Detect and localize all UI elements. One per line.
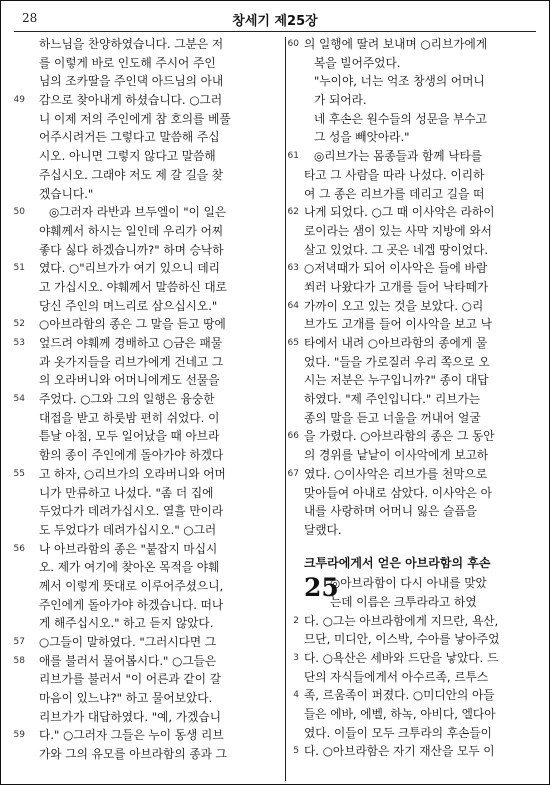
text-line	[304, 409, 524, 428]
text-line	[304, 315, 524, 334]
verse-number: 5	[293, 746, 299, 757]
text-line	[304, 128, 524, 147]
line-text: 튿날 아침, 모두 일어났을 때 아브라	[39, 429, 220, 444]
line-text: "누이야, 너는 억조 창생의 어머니	[314, 74, 485, 89]
text-line	[304, 371, 524, 390]
left-column	[13, 35, 273, 764]
line-text: ◎리브가는 몸종들과 함께 낙타를	[314, 149, 483, 164]
line-text: 과 옷가지들을 리브가에게 건네고 그	[39, 354, 224, 369]
text-line	[293, 742, 524, 761]
line-text: 시오. 아니면 그렇지 않다고 말씀해	[39, 149, 216, 164]
verse-number: 55	[13, 468, 25, 479]
line-text: 대접을 받고 하룻밤 편히 쉬었다. 이	[39, 410, 220, 425]
verse-number: 57	[13, 637, 25, 647]
text-line	[304, 241, 524, 260]
verse-number: 3	[293, 653, 299, 663]
line-text: 하였다. "제 주인입니다." 리브가는	[304, 392, 481, 407]
line-text: 가 되어라.	[314, 93, 367, 108]
text-line	[13, 334, 273, 353]
text-line	[39, 689, 273, 708]
text-line	[304, 724, 524, 743]
line-text: 나 아브라함의 종은 "붙잡지 마십시	[39, 541, 218, 556]
line-text: 도 두었다가 데려가십시오." ○그러	[39, 522, 217, 537]
line-text: 겠습니다."	[39, 186, 94, 201]
text-line	[39, 409, 273, 428]
text-line	[39, 278, 273, 297]
verse-number: 4	[293, 690, 299, 701]
line-text: 들은 에바, 에벨, 하녹, 아비다, 엘다아	[304, 707, 496, 722]
line-text: 종의 말을 듣고 너울을 꺼내어 얼굴	[304, 410, 481, 425]
line-text: 복을 빌어주었다.	[314, 55, 401, 70]
text-line	[287, 147, 524, 166]
text-line	[304, 166, 524, 185]
line-text: 주었다. ○그와 그의 일행은 융숭한	[39, 392, 215, 407]
line-text: 내를 사랑하며 어머니 잃은 슬픔을	[304, 504, 477, 519]
verse-number: 51	[13, 263, 25, 274]
line-text: 살고 있었다. 그 곳은 네겝 땅이었다.	[304, 242, 489, 257]
text-line	[13, 91, 273, 110]
verse-number: 65	[287, 338, 299, 348]
text-line	[39, 35, 273, 54]
line-text: 께서 이렇게 뜻대로 이루어주셨으니,	[39, 578, 224, 593]
text-line	[13, 540, 273, 559]
text-line	[39, 614, 273, 633]
line-text: 달랬다.	[304, 522, 342, 537]
text-line	[287, 259, 524, 278]
right-column	[287, 35, 524, 761]
text-line	[13, 203, 273, 222]
line-text: ○저녁때가 되어 이사악은 들에 바람	[304, 261, 488, 276]
text-line	[39, 577, 273, 596]
verse-number: 66	[287, 431, 299, 442]
line-text: 맞아들여 아내로 삼았다. 이사악은 아	[304, 485, 492, 500]
text-line	[293, 686, 524, 705]
text-line	[39, 72, 273, 91]
line-text: 타에서 내려 ○아브라함의 종에게 물	[304, 336, 488, 350]
text-line	[39, 484, 273, 503]
verse-number: 56	[13, 543, 25, 554]
chapter-start-block	[293, 573, 524, 761]
text-line	[39, 54, 273, 73]
line-text: 감으로 찾아내게 하셨습니다. ○그러	[39, 93, 223, 108]
line-text: 의 오라버니와 어머니에게도 선물을	[39, 373, 220, 388]
line-text: 브가도 고개를 들어 이사악을 보고 낙	[304, 317, 492, 332]
line-text: 시는 저분은 누구입니까?" 종이 대답	[304, 373, 489, 388]
line-text: 다. ○욕산은 세바와 드단을 낳았다. 드	[304, 651, 499, 665]
line-text: 님의 조카딸을 주인댁 아드님의 아내	[39, 74, 224, 89]
text-line	[39, 521, 273, 540]
line-text: 고 가십시오. 야훼께서 말씀하신 대로	[39, 279, 227, 294]
line-text: 쐬러 나왔다가 고개를 들어 낙타떼가	[304, 279, 489, 294]
verse-number: 61	[287, 151, 299, 162]
text-line	[13, 726, 273, 745]
text-line	[304, 278, 524, 297]
verse-number: 58	[13, 655, 25, 666]
text-line	[39, 427, 273, 446]
line-text: 였다. ○이사악은 리브가를 천막으로	[304, 466, 488, 481]
line-text: 니가 만류하고 나섰다. "좀 더 집에	[39, 485, 214, 500]
text-line	[39, 297, 273, 316]
text-line	[13, 633, 273, 652]
line-text: 좋다 싫다 하겠습니까?" 하며 승낙하	[39, 242, 224, 257]
line-text: 리브가를 불러서 "이 어른과 같이 갈	[39, 672, 222, 687]
line-text: 므단, 미디안, 이스박, 수아를 낳아주었	[304, 632, 500, 647]
section-title: 크투라에게서 얻은 아브라함의 후손	[304, 555, 491, 570]
verse-number: 64	[287, 300, 299, 311]
line-text: 그 성을 빼앗아라."	[314, 130, 410, 145]
line-text: 다." ○그러자 그들은 누이 동생 리브	[39, 728, 224, 743]
line-text: 네 후손은 원수들의 성문을 부수고	[314, 111, 487, 126]
line-text: 였다. 이들이 모두 크투라의 후손들이	[304, 725, 492, 740]
line-text: 가까이 오고 있는 것을 보았다. ○리	[304, 298, 484, 313]
text-line	[39, 353, 273, 372]
line-text: 오. 제가 여기에 찾아온 목적을 야훼	[39, 560, 220, 575]
line-text: 엎드려 야훼께 경배하고 ○금은 패물	[39, 336, 223, 350]
line-text: 을 가렸다. ○아브라함의 종은 그 동안	[304, 429, 495, 444]
text-line	[287, 427, 524, 446]
line-text: 애를 불러서 물어봅시다." ○그들은	[39, 653, 217, 668]
text-line	[304, 72, 524, 91]
text-line	[39, 128, 273, 147]
line-text: ○아브라함의 종은 그 말을 듣고 땅에	[39, 317, 226, 332]
chapter-title: 창세기 제25장	[232, 14, 318, 29]
line-text: 게 해주십시오." 하고 듣지 않았다.	[39, 616, 214, 631]
line-text: 니 이제 저의 주인에게 참 호의를 베풀	[39, 111, 231, 126]
line-text: 나게 되었다. ○그 때 이사악은 라하이	[304, 205, 495, 220]
line-text: 주인에게 돌아가야 하겠습니다. 떠나	[39, 597, 224, 612]
text-line	[39, 166, 273, 185]
verse-number: 63	[287, 263, 299, 274]
text-line	[304, 593, 524, 612]
verse-number: 54	[13, 394, 25, 405]
text-line	[304, 630, 524, 649]
line-text: ◎그러자 라반과 브두엘이 "이 일은	[49, 205, 227, 220]
verse-number: 52	[13, 319, 25, 330]
line-text: 족, 르움족이 퍼졌다. ○미디안의 아들	[304, 688, 495, 703]
text-line	[13, 465, 273, 484]
text-line	[304, 91, 524, 110]
text-line	[287, 297, 524, 316]
text-line	[39, 147, 273, 166]
verse-number: 62	[287, 207, 299, 218]
page-header	[14, 7, 536, 32]
text-line	[304, 668, 524, 687]
verse-number: 67	[287, 468, 299, 479]
line-text: 가와 그의 유모를 아브라함의 종과 그	[39, 747, 227, 762]
text-line	[304, 521, 524, 540]
text-line	[304, 705, 524, 724]
line-text: 마음이 있느냐?" 하고 물어보았다.	[39, 691, 213, 706]
text-line	[39, 185, 273, 204]
verse-number: 53	[13, 338, 25, 348]
text-line	[304, 222, 524, 241]
line-text: 함의 종이 주인에게 돌아가야 하겠다	[39, 448, 224, 463]
text-line	[39, 222, 273, 241]
line-text: 어주시려거든 그렇다고 말씀해 주십	[39, 130, 220, 145]
line-text: 었다. "들을 가로질러 우리 쪽으로 오	[304, 354, 490, 369]
text-line	[287, 465, 524, 484]
verse-number: 60	[287, 39, 299, 49]
text-line	[304, 353, 524, 372]
line-text: 다. ○아브라함은 자기 재산을 모두 이	[304, 744, 495, 759]
line-text: 타고 그 사람을 따라 나섰다. 이리하	[304, 167, 485, 182]
text-line	[13, 259, 273, 278]
line-text: 단의 자식들에게서 아수르족, 르투스	[304, 669, 489, 684]
text-line	[304, 185, 524, 204]
text-line	[39, 446, 273, 465]
text-line	[39, 670, 273, 689]
line-text: 를 이렇게 바로 인도해 주시어 주인	[39, 55, 216, 70]
text-line	[304, 54, 524, 73]
text-line	[287, 203, 524, 222]
line-text: 야훼께서 하시는 일인데 우리가 어찌	[39, 223, 224, 238]
verse-number: 59	[13, 730, 25, 741]
text-line	[13, 390, 273, 409]
line-text: 여 그 종은 리브가를 데리고 길을 떠	[304, 186, 485, 201]
chapter-number: 25	[304, 573, 339, 603]
text-line	[293, 612, 524, 631]
text-line	[304, 446, 524, 465]
text-line	[304, 390, 524, 409]
line-text: 두었다가 데려가십시오. 열흘 만이라	[39, 504, 224, 519]
text-line	[13, 315, 273, 334]
line-text: 고 하자, ○리브가의 오라버니와 어머	[39, 466, 226, 481]
text-line	[304, 574, 524, 593]
line-text: 였다. ○"리브가가 여기 있으니 데리	[39, 261, 220, 276]
line-text: ◎아브라함이 다시 아내를 맞았	[330, 576, 487, 591]
text-line	[39, 371, 273, 390]
text-line	[13, 652, 273, 671]
text-line	[304, 484, 524, 503]
text-line	[39, 502, 273, 521]
text-line	[39, 745, 273, 764]
text-line	[304, 110, 524, 129]
line-text: 는데 이름은 크투라라고 하였	[330, 594, 477, 609]
verse-number: 49	[13, 95, 25, 106]
line-text: 주십시오. 그래야 저도 제 갈 길을 찾	[39, 167, 224, 182]
line-text: 의 일행에 딸려 보내며 ○리브가에게	[304, 37, 488, 51]
text-line	[293, 649, 524, 668]
text-line	[39, 558, 273, 577]
line-text: 다. ○그는 아브라함에게 지므란, 욕산,	[304, 613, 499, 628]
text-line	[39, 596, 273, 615]
text-line	[39, 708, 273, 727]
text-line	[304, 502, 524, 521]
text-line	[39, 110, 273, 129]
page-number: 28	[22, 11, 38, 25]
line-text: 당신 주인의 며느리로 삼으십시오."	[39, 298, 218, 313]
text-line	[287, 334, 524, 353]
text-line	[39, 241, 273, 260]
line-text: 의 경위를 낱낱이 이사악에게 보고하	[304, 448, 489, 463]
section-spacer	[304, 540, 524, 554]
line-text: 하느님을 찬양하였습니다. 그분은 저	[39, 37, 224, 51]
line-text: 리브가가 대답하였다. "예, 가겠습니	[39, 709, 222, 724]
verse-number: 50	[13, 207, 25, 218]
text-line	[287, 35, 524, 54]
verse-number: 2	[293, 615, 299, 626]
line-text: 로이라는 샘이 있는 사막 지방에 와서	[304, 223, 492, 238]
line-text: ○그들이 말하였다. "그러시다면 그	[39, 635, 217, 649]
